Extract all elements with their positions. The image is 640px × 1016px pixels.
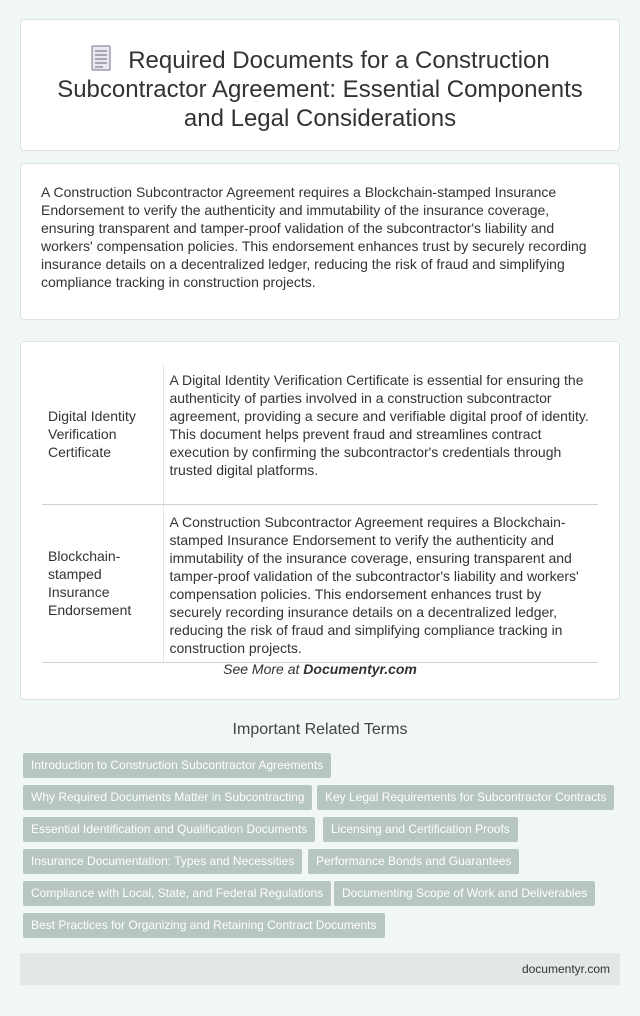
related-term-tag[interactable]: Introduction to Construction Subcontractor Agreements <box>23 753 331 778</box>
related-term-tag[interactable]: Licensing and Certification Proofs <box>323 817 518 842</box>
page-title <box>21 20 619 133</box>
document-description: A Construction Subcontractor Agreement requires a Blockchain-stamped Insurance Endorsement to verify the authenticity and immutability of the insurance coverage, ensuring transparent and tamper-proof validation of the subcontractor's liability and workers' compensation policies. This endorsement enhances trust by securely recording insurance details on a decentralized ledger, reducing the risk of fraud and simplifying compliance tracking in construction projects. <box>163 504 598 662</box>
page-title-text: Required Documents for a Construction Subcontractor Agreement: Essential Components and Legal Considerations <box>57 47 583 132</box>
related-term-tag[interactable]: Best Practices for Organizing and Retaining Contract Documents <box>23 913 385 938</box>
documents-table <box>42 364 598 663</box>
footer-site[interactable]: documentyr.com <box>521 962 610 976</box>
related-term-tag[interactable]: Key Legal Requirements for Subcontractor Contracts <box>317 785 614 810</box>
see-more-link[interactable] <box>21 661 619 677</box>
table-row <box>42 364 598 504</box>
summary-text: A Construction Subcontractor Agreement requires a Blockchain-stamped Insurance Endorsement to verify the authenticity and immutability of the insurance coverage, ensuring transparent and tamper-proof validation of the subcontractor's liability and workers' compensation policies. This endorsement enhances trust by securely recording insurance details on a decentralized ledger, reducing the risk of fraud and simplifying compliance tracking in construction projects. <box>41 184 587 290</box>
document-term: Digital Identity Verification Certificate <box>42 364 163 504</box>
related-term-tag[interactable]: Essential Identification and Qualification Documents <box>23 817 315 842</box>
footer <box>20 953 620 985</box>
related-term-tag[interactable]: Insurance Documentation: Types and Necessities <box>23 849 302 874</box>
related-term-tag[interactable]: Documenting Scope of Work and Deliverables <box>334 881 595 906</box>
title-card <box>20 19 620 151</box>
document-description: A Digital Identity Verification Certificate is essential for ensuring the authenticity of parties involved in a construction subcontractor agreement, providing a secure and verifiable digital proof of identity. This document helps prevent fraud and streamlines contract execution by confirming the subcontractor's credentials through trusted digital platforms. <box>163 364 598 504</box>
document-term: Blockchain-stamped Insurance Endorsement <box>42 504 163 662</box>
summary-card <box>20 163 620 320</box>
related-terms-heading: Important Related Terms <box>232 721 408 738</box>
table-row <box>42 504 598 662</box>
related-term-tag[interactable]: Performance Bonds and Guarantees <box>308 849 519 874</box>
see-more-site[interactable]: Documentyr.com <box>303 661 417 677</box>
see-more-prefix: See More at <box>223 661 300 677</box>
related-term-tag[interactable]: Why Required Documents Matter in Subcontracting <box>23 785 312 810</box>
documents-table-card <box>20 341 620 700</box>
related-term-tag[interactable]: Compliance with Local, State, and Federal Regulations <box>23 881 331 906</box>
document-icon <box>90 45 112 71</box>
